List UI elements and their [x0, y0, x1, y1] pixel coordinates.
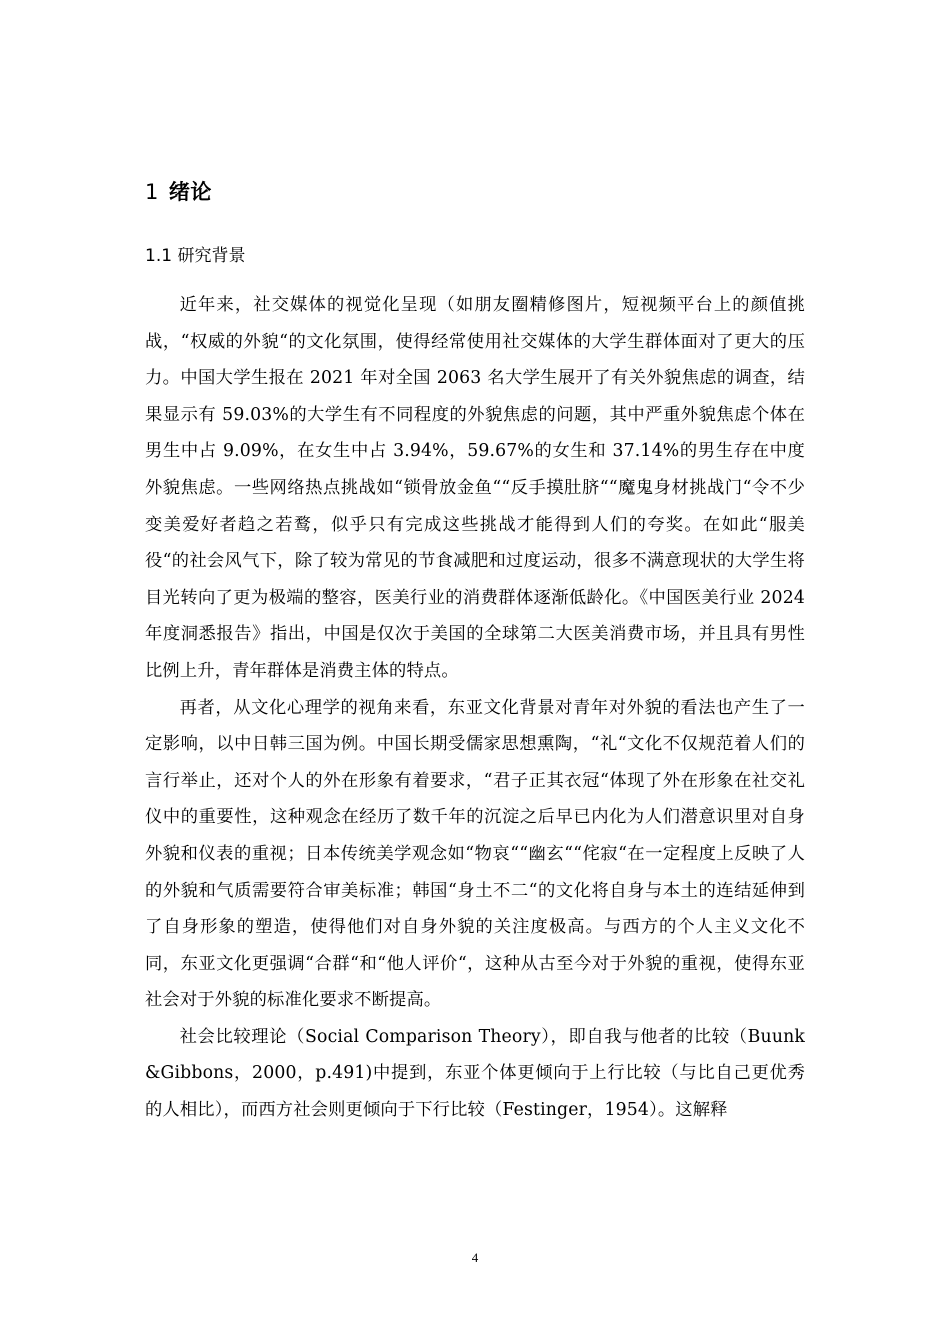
paragraph-social-comparison: 社会比较理论（Social Comparison Theory），即自我与他者的比较（Buunk &Gibbons，2000，p.491)中提到，东亚个体更倾向于上行比较（与比自己更优秀的人相比），而西方社会则更倾向于下行比较（Festinger，1954）。这解释	[145, 1026, 805, 1121]
section-heading: 1.1 研究背景	[145, 246, 246, 266]
body-text	[145, 287, 805, 1129]
chapter-title: 绪论	[168, 180, 212, 204]
paragraph-cultural-psychology: 再者，从文化心理学的视角来看，东亚文化背景对青年对外貌的看法也产生了一定影响，以中日韩三国为例。中国长期受儒家思想熏陶，“礼“文化不仅规范着人们的言行举止，还对个人的外在形象有着要求，“君子正其衣冠“体现了外在形象在社交礼仪中的重要性，这种观念在经历了数千年的沉淀之后早已内化为人们潜意识里对自身外貌和仪表的重视；日本传统美学观念如“物哀““幽玄““侘寂“在一定程度上反映了人的外貌和气质需要符合审美标准；韩国“身土不二“的文化将自身与本土的连结延伸到了自身形象的塑造，使得他们对自身外貌的关注度极高。与西方的个人主义文化不同，东亚文化更强调“合群“和“他人评价“，这种从古至今对于外貌的重视，使得东亚社会对于外貌的标准化要求不断提高。	[145, 697, 805, 1011]
paragraph-background: 近年来，社交媒体的视觉化呈现（如朋友圈精修图片，短视频平台上的颜值挑战，“权威的外貌“的文化氛围，使得经常使用社交媒体的大学生群体面对了更大的压力。中国大学生报在 2021 年对全国 2063 名大学生展开了有关外貌焦虑的调查，结果显示有 59.03%的大学生有不同程度的外貌焦虑的问题，其中严重外貌焦虑个体在男生中占 9.09%，在女生中占 3.94%，59.67%的女生和 37.14%的男生存在中度外貌焦虑。一些网络热点挑战如“锁骨放金鱼““反手摸肚脐““魔鬼身材挑战门“令不少变美爱好者趋之若鹜，似乎只有完成这些挑战才能得到人们的夸奖。在如此“服美役“的社会风气下，除了较为常见的节食减肥和过度运动，很多不满意现状的大学生将目光转向了更为极端的整容，医美行业的消费群体逐渐低龄化。《中国医美行业 2024 年度洞悉报告》指出，中国是仅次于美国的全球第二大医美消费市场，并且具有男性比例上升，青年群体是消费主体的特点。	[145, 295, 805, 681]
chapter-number: 1	[145, 180, 159, 204]
page-number: 4	[471, 1250, 479, 1265]
chapter-heading	[145, 176, 212, 206]
